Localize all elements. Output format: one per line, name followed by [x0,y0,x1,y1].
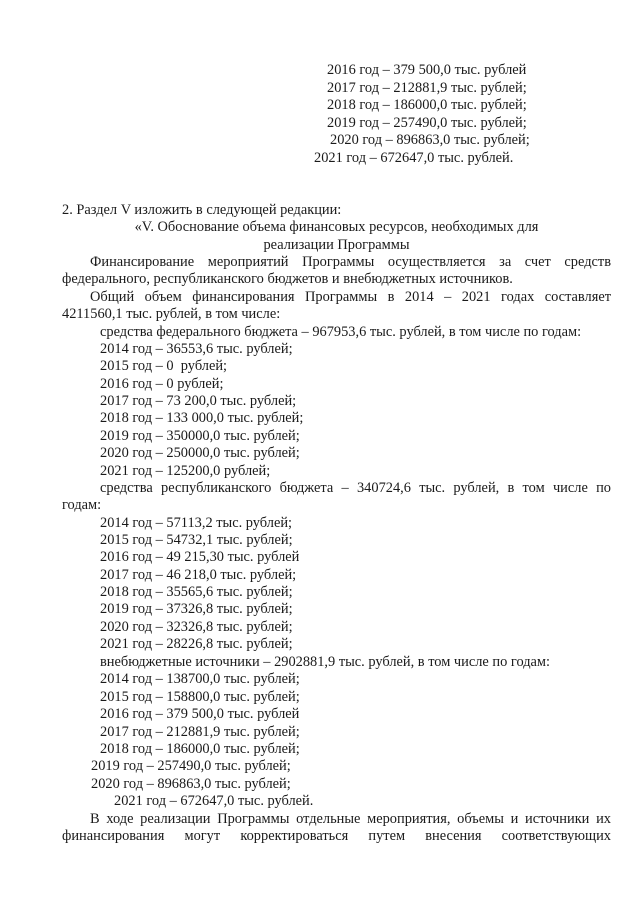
closing-line2: финансирования могут корректироваться путем внесения соответствующих [62,828,611,844]
closing-line1: В ходе реализации Программы отдельные мероприятия, объемы и источники их [90,811,611,827]
extra-header: внебюджетные источники – 2902881,9 тыс. рублей, в том числе по годам: [100,654,551,670]
extra-year-line: 2021 год – 672647,0 тыс. рублей. [114,793,314,809]
republic-year-line: 2020 год – 32326,8 тыс. рублей; [100,619,293,635]
republic-year-line: 2014 год – 57113,2 тыс. рублей; [100,515,293,531]
extra-year-line: 2019 год – 257490,0 тыс. рублей; [91,758,291,774]
extra-year-line: 2016 год – 379 500,0 тыс. рублей [100,706,300,722]
top-year-line: 2016 год – 379 500,0 тыс. рублей [327,62,527,78]
paragraph-total-line1: Общий объем финансирования Программы в 2014 – 2021 годах составляет [90,289,611,305]
top-year-line: 2020 год – 896863,0 тыс. рублей; [330,132,530,148]
republic-year-line: 2021 год – 28226,8 тыс. рублей; [100,636,293,652]
republic-header-line2: годам: [62,497,102,513]
paragraph-funding-line1: Финансирование мероприятий Программы осуществляется за счет средств [90,254,611,270]
republic-year-line: 2016 год – 49 215,30 тыс. рублей [100,549,300,565]
paragraph-funding-line2: федерального, республиканского бюджетов и внебюджетных источников. [62,271,513,287]
federal-year-line: 2017 год – 73 200,0 тыс. рублей; [100,393,297,409]
extra-year-line: 2014 год – 138700,0 тыс. рублей; [100,671,300,687]
top-year-line: 2018 год – 186000,0 тыс. рублей; [327,97,527,113]
republic-year-line: 2015 год – 54732,1 тыс. рублей; [100,532,293,548]
republic-year-line: 2019 год – 37326,8 тыс. рублей; [100,601,293,617]
federal-year-line: 2014 год – 36553,6 тыс. рублей; [100,341,293,357]
federal-year-line: 2021 год – 125200,0 рублей; [100,463,271,479]
republic-year-line: 2017 год – 46 218,0 тыс. рублей; [100,567,297,583]
paragraph-total-line2: 4211560,1 тыс. рублей, в том числе: [62,306,281,322]
extra-year-line: 2017 год – 212881,9 тыс. рублей; [100,724,300,740]
top-year-line: 2019 год – 257490,0 тыс. рублей; [327,115,527,131]
extra-year-line: 2015 год – 158800,0 тыс. рублей; [100,689,300,705]
extra-year-line: 2020 год – 896863,0 тыс. рублей; [91,776,291,792]
federal-year-line: 2020 год – 250000,0 тыс. рублей; [100,445,300,461]
federal-year-line: 2015 год – 0 рублей; [100,358,228,374]
section-heading-line2: реализации Программы [263,237,410,253]
federal-year-line: 2016 год – 0 рублей; [100,376,224,392]
federal-year-line: 2019 год – 350000,0 тыс. рублей; [100,428,300,444]
republic-header-line1: средства республиканского бюджета – 340724,6 тыс. рублей, в том числе по [100,480,611,496]
republic-year-line: 2018 год – 35565,6 тыс. рублей; [100,584,293,600]
extra-year-line: 2018 год – 186000,0 тыс. рублей; [100,741,300,757]
federal-header: средства федерального бюджета – 967953,6 тыс. рублей, в том числе по годам: [100,324,582,340]
top-year-line: 2021 год – 672647,0 тыс. рублей. [314,150,514,166]
section-heading-line1: «V. Обоснование объема финансовых ресурсов, необходимых для [134,219,539,235]
top-year-line: 2017 год – 212881,9 тыс. рублей; [327,80,527,96]
section-intro: 2. Раздел V изложить в следующей редакции: [62,202,342,218]
federal-year-line: 2018 год – 133 000,0 тыс. рублей; [100,410,304,426]
